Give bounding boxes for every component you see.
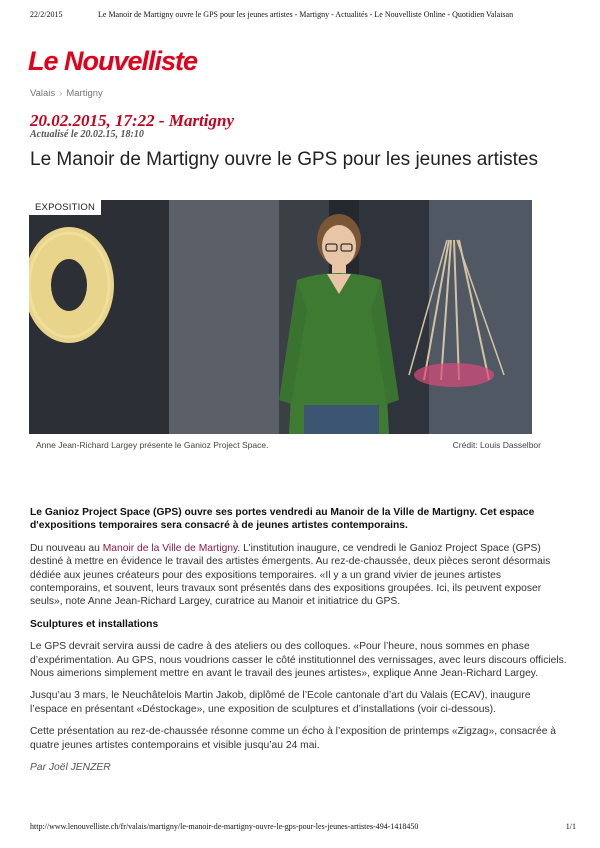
article-paragraph-3: Jusqu’au 3 mars, le Neuchâtelois Martin Jakob, diplômé de l’Ecole cantonale d’art du Valais (ECAV), inaugure l’espace en présentant «Déstockage», une exposition de sculptures et d’installations (voir ci-dessous). xyxy=(30,690,531,715)
article-paragraph-2: Le GPS devrait servira aussi de cadre à des ateliers ou des colloques. «Pour l’heure, nous sommes en phase d’expérimentation. Au GPS, nous voudrions casser le côté institutionnel des vernissages, avec leurs discours officiels. Nous aimerions simplement mettre en avant le travail des jeunes artistes», explique Anne Jean-Richard Largey. xyxy=(30,641,567,680)
article-photo xyxy=(29,200,532,434)
print-header xyxy=(30,10,576,19)
article-headline: Le Manoir de Martigny ouvre le GPS pour les jeunes artistes xyxy=(30,149,538,170)
article-updated: Actualisé le 20.02.15, 18:10 xyxy=(30,129,144,140)
article-paragraph-4: Cette présentation au rez-de-chaussée résonne comme un écho à l’exposition de printemps «Zigzag», consacrée à quatre jeunes artistes contemporains et visible jusqu’au 24 mai. xyxy=(30,726,557,751)
photo-credit: Crédit: Louis Dasselbor xyxy=(452,440,541,450)
manoir-link[interactable]: Manoir de la Ville de Martigny xyxy=(102,542,238,554)
breadcrumb xyxy=(30,88,103,99)
article-lead: Le Ganioz Project Space (GPS) ouvre ses portes vendredi au Manoir de la Ville de Martigny. Cet espace d'expositions temporaires sera consacré à de jeunes artistes contemporains. xyxy=(30,507,535,532)
breadcrumb-item-valais[interactable]: Valais xyxy=(30,88,56,99)
site-logo[interactable]: Le Nouvelliste xyxy=(28,46,198,76)
article-paragraph-1 xyxy=(30,542,567,609)
print-date: 22/2/2015 xyxy=(30,10,63,19)
paragraph-1-start: Du nouveau au xyxy=(30,542,103,554)
print-url: http://www.lenouvelliste.ch/fr/valais/martigny/le-manoir-de-martigny-ouvre-le-gps-pour-les-jeunes-artistes-494-1418450 xyxy=(30,822,419,831)
article-subhead: Sculptures et installations xyxy=(30,618,159,630)
paragraph-1-rest: . L’institution inaugure, ce vendredi le Ganioz Project Space (GPS) destiné à mettre en évidence le travail des artistes émergents. Au rez-de-chaussée, deux pièces seront désormais dédiée aux jeunes créateurs pour des expositions temporaires. «Il y a un grand vivier de jeunes artistes contemporains, et souvent, leurs travaux sont présentés dans des expositions groupées. Ici, ils peuvent exposer seuls», note Anne Jean-Richard Largey, curatrice au Manoir et initiatrice du GPS. xyxy=(30,542,551,608)
print-page-title: Le Manoir de Martigny ouvre le GPS pour les jeunes artistes - Martigny - Actualités - Le Nouvelliste Online - Quotidien Valaisan xyxy=(98,10,514,19)
article-body xyxy=(30,506,567,784)
print-footer xyxy=(30,822,576,831)
photo-tag[interactable]: EXPOSITION xyxy=(29,200,101,215)
article-dateline: 20.02.2015, 17:22 - Martigny xyxy=(30,111,234,130)
photo-caption-text: Anne Jean-Richard Largey présente le Ganioz Project Space. xyxy=(36,440,269,450)
print-page-number: 1/1 xyxy=(565,822,576,831)
photo-caption xyxy=(36,440,541,450)
article-author: Par Joël JENZER xyxy=(30,762,111,774)
breadcrumb-item-martigny[interactable]: Martigny xyxy=(66,88,103,99)
breadcrumb-separator-icon: › xyxy=(59,88,63,99)
